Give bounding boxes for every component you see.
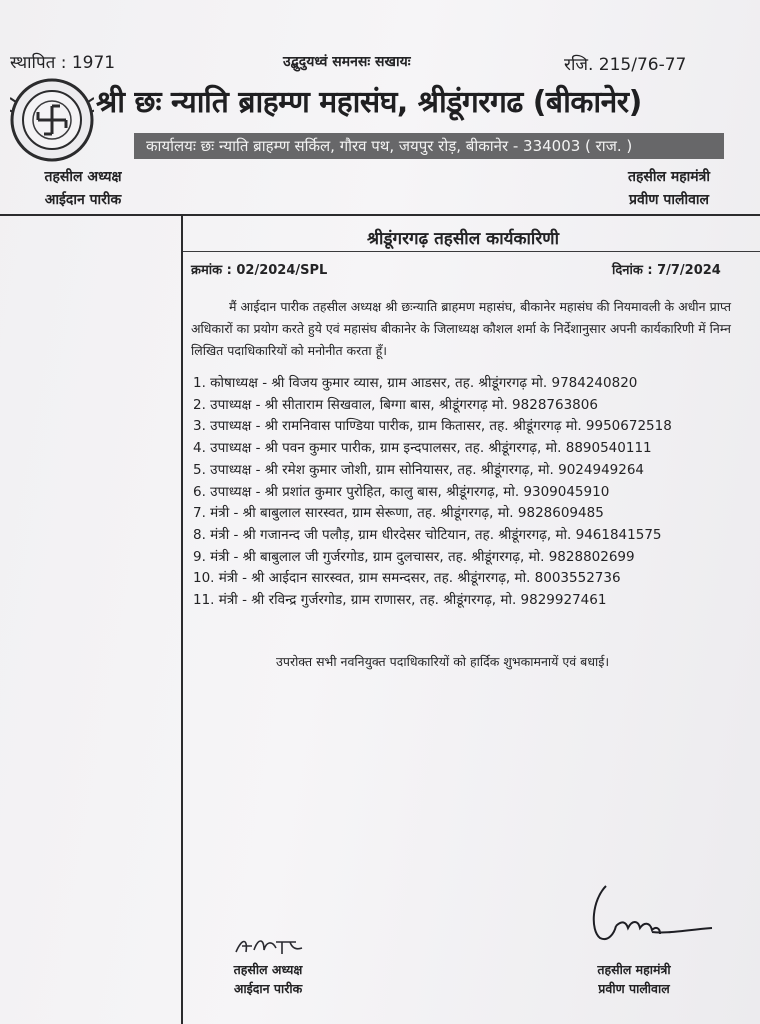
appointments-list	[193, 373, 672, 612]
header-left-title: तहसील अध्यक्ष	[44, 169, 122, 185]
list-item: 1. कोषाध्यक्ष - श्री विजय कुमार व्यास, ग्राम आडसर, तह. श्रीडूंगरगढ़ मो. 9784240820	[193, 375, 638, 391]
list-item: 3. उपाध्यक्ष - श्री रामनिवास पाण्डिया पारीक, ग्राम कितासर, तह. श्रीडूंगरगढ़ मो. 9950672518	[193, 418, 672, 435]
horizontal-divider	[0, 214, 760, 216]
footer-right-officer	[584, 960, 684, 998]
list-item: 9. मंत्री - श्री बाबुलाल जी गुर्जरगोड, ग्राम दुलचासर, तह. श्रीडूंगरगढ़, मो. 9828802699	[193, 548, 635, 565]
list-item: 8. मंत्री - श्री गजानन्द जी पलौड़, ग्राम धीरदेसर चोटियान, तह. श्रीडूंगरगढ़, मो. 9461841575	[193, 526, 662, 543]
header-right-title: तहसील महामंत्री	[627, 169, 711, 185]
section-title-underline	[183, 251, 760, 252]
list-item: 6. उपाध्यक्ष - श्री प्रशांत कुमार पुरोहित, कालु बास, श्रीडूंगरगढ़, मो. 9309045910	[193, 483, 610, 500]
list-item: 7. मंत्री - श्री बाबुलाल सारस्वत, ग्राम सेरूणा, तह. श्रीडूंगरगढ़, मो. 9828609485	[193, 505, 604, 522]
header-right-officer	[604, 166, 734, 212]
footer-left-officer	[218, 960, 318, 998]
greeting-line: उपरोक्त सभी नवनियुक्त पदाधिकारियों को हार्दिक शुभकामनायें एवं बधाई।	[276, 654, 610, 669]
header-right-name: प्रवीण पालीवाल	[629, 192, 709, 208]
registration-number: रजि. 215/76-77	[564, 55, 687, 75]
reference-number: क्रमांक : 02/2024/SPL	[191, 263, 328, 278]
motto: उद्बुदुयध्वं समनसः सखायः	[283, 54, 411, 70]
section-title: श्रीडूंगरगढ़ तहसील कार्यकारिणी	[366, 229, 559, 249]
vertical-margin-line	[181, 214, 183, 1024]
footer-right-title: तहसील महामंत्री	[597, 962, 671, 977]
footer-left-title: तहसील अध्यक्ष	[233, 962, 303, 977]
list-item: 10. मंत्री - श्री आईदान सारस्वत, ग्राम समन्दसर, तह. श्रीडूंगरगढ़, मो. 8003552736	[193, 570, 621, 587]
letter-date: दिनांक : 7/7/2024	[612, 263, 721, 278]
header-left-officer	[18, 166, 148, 212]
office-address: कार्यालयः छः न्याति ब्राहम्ण सर्किल, गौरव पथ, जयपुर रोड़, बीकानेर - 334003 ( राज. )	[134, 133, 724, 159]
handwritten-signature-right	[586, 880, 716, 950]
list-item: 2. उपाध्यक्ष - श्री सीताराम सिखवाल, बिग्गा बास, श्रीडूंगरगढ़ मो. 9828763806	[193, 396, 598, 413]
intro-paragraph: मैं आईदान पारीक तहसील अध्यक्ष श्री छःन्याति ब्राहमण महासंघ, बीकानेर महासंघ की नियमावली के अधीन प्राप्त अधिकारों का प्रयोग करते हुये एवं महासंघ बीकानेर के जिलाध्यक्ष कौशल शर्मा के निर्देशानुसार अपनी कार्यकारिणी में निम्न लिखित पदाधिकारियों को मनोनीत करता हूँ।	[191, 299, 731, 358]
footer-left-name: आईदान पारीक	[233, 981, 303, 996]
footer-right-name: प्रवीण पालीवाल	[598, 981, 670, 996]
swastika-seal-icon	[10, 78, 94, 162]
header-left-name: आईदान पारीक	[44, 192, 122, 208]
handwritten-signature-left	[232, 930, 312, 960]
established-year: स्थापित : 1971	[10, 53, 116, 73]
list-item: 4. उपाध्यक्ष - श्री पवन कुमार पारीक, ग्राम इन्दपालसर, तह. श्रीडूंगरगढ़, मो. 8890540111	[193, 440, 652, 457]
list-item: 5. उपाध्यक्ष - श्री रमेश कुमार जोशी, ग्राम सोनियासर, तह. श्रीडूंगरगढ़, मो. 9024949264	[193, 461, 645, 478]
list-item: 11. मंत्री - श्री रविन्द्र गुर्जरगोड, ग्राम राणासर, तह. श्रीडूंगरगढ़, मो. 9829927461	[193, 592, 607, 609]
organization-title: श्री छः न्याति ब्राहम्ण महासंघ, श्रीडूंगरगढ (बीकानेर)	[96, 85, 642, 120]
